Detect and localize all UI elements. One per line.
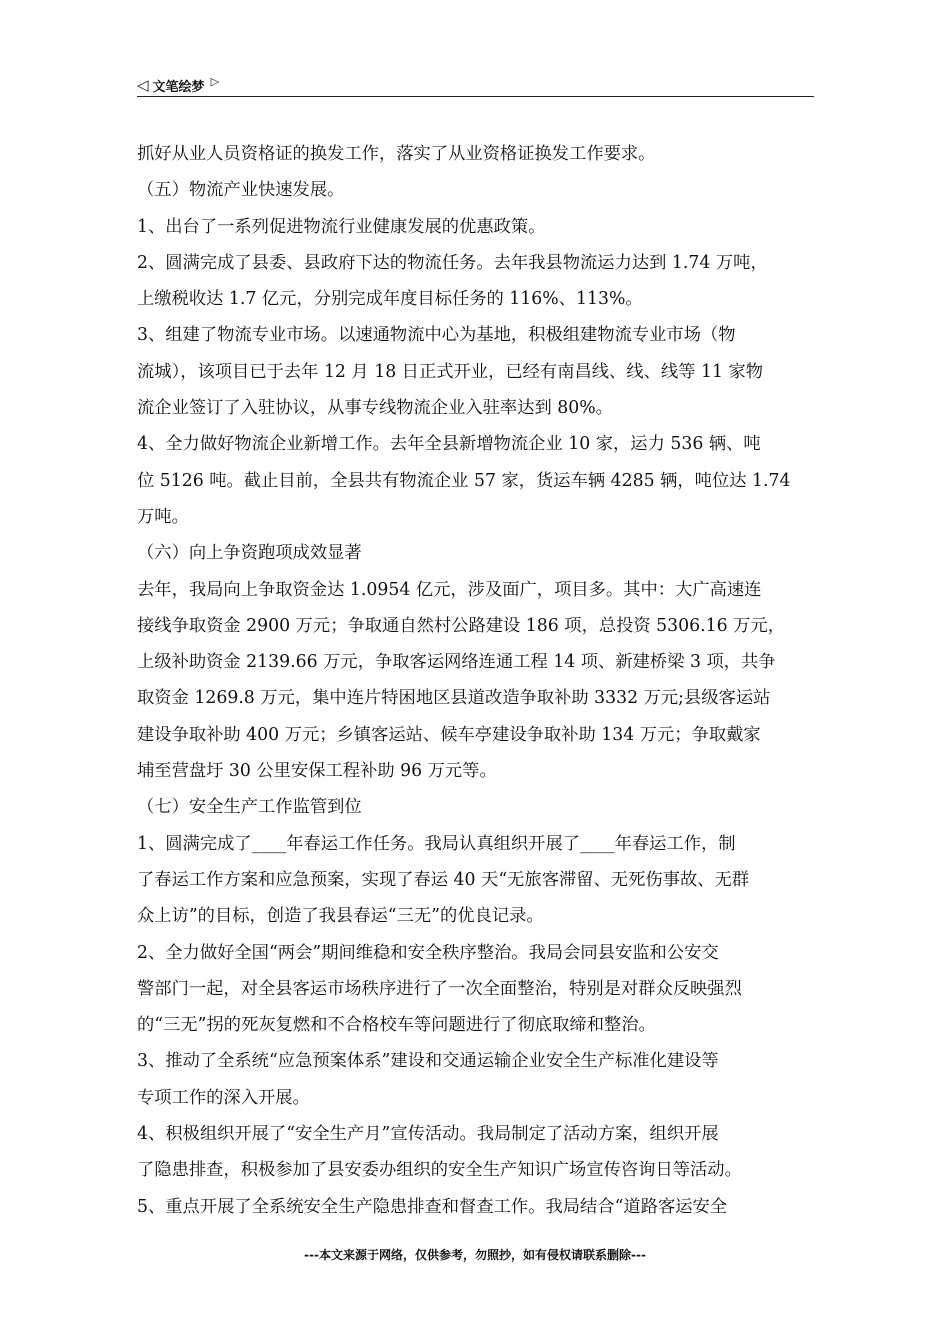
text-line: 1、圆满完成了____年春运工作任务。我局认真组织开展了____年春运工作，制 (137, 833, 736, 854)
text-line: 流城），该项目已于去年 12 月 18 日正式开业，已经有南昌线、线、线等 11 家物 (137, 361, 764, 382)
left-triangle-icon: ◁ (137, 76, 149, 94)
document-body (137, 136, 827, 1225)
section-heading-5: （五）物流产业快速发展。 (137, 180, 345, 201)
text-line: 专项工作的深入开展。 (137, 1087, 310, 1108)
text-line: 5、重点开展了全系统安全生产隐患排查和督查工作。我局结合“道路客运安全 (137, 1196, 728, 1217)
text-line: 众上访”的目标，创造了我县春运“三无”的优良记录。 (137, 906, 544, 927)
text-line: 了春运工作方案和应急预案，实现了春运 40 天“无旅客滞留、无死伤事故、无群 (137, 869, 750, 890)
right-triangle-icon: ▷ (210, 74, 220, 88)
text-line: 抓好从业人员资格证的换发工作，落实了从业资格证换发工作要求。 (137, 144, 656, 164)
text-line: 4、全力做好物流企业新增工作。去年全县新增物流企业 10 家，运力 536 辆、吨 (137, 434, 761, 455)
text-line: 警部门一起，对全县客运市场秩序进行了一次全面整治，特别是对群众反映强烈 (137, 978, 742, 999)
text-line: 取资金 1269.8 万元，集中连片特困地区县道改造争取补助 3332 万元;县级客运站 (137, 688, 771, 709)
text-line: 上级补助资金 2139.66 万元，争取客运网络连通工程 14 项、新建桥梁 3 项，共争 (137, 652, 776, 673)
text-line: 4、积极组织开展了“安全生产月”宣传活动。我局制定了活动方案，组织开展 (137, 1124, 719, 1145)
text-line: 3、推动了全系统“应急预案体系”建设和交通运输企业安全生产标准化建设等 (137, 1051, 719, 1072)
text-line: 上缴税收达 1.7 亿元，分别完成年度目标任务的 116%、113%。 (137, 289, 643, 310)
text-line: 1、出台了一系列促进物流行业健康发展的优惠政策。 (137, 216, 546, 237)
page-header (137, 74, 814, 97)
text-line: 3、组建了物流专业市场。以速通物流中心为基地，积极组建物流专业市场（物 (137, 325, 736, 346)
text-line: 流企业签订了入驻协议，从事专线物流企业入驻率达到 80%。 (137, 398, 613, 419)
text-line: 了隐患排查，积极参加了县安委办组织的安全生产知识广场宣传咨询日等活动。 (137, 1160, 742, 1181)
text-line: 建设争取补助 400 万元；乡镇客运站、候车亭建设争取补助 134 万元；争取戴家 (137, 724, 761, 745)
header-title: 文笔绘梦 (152, 79, 205, 95)
text-line: 2、圆满完成了县委、县政府下达的物流任务。去年我县物流运力达到 1.74 万吨， (137, 252, 768, 273)
text-line: 去年，我局向上争取资金达 1.0954 亿元，涉及面广，项目多。其中：大广高速连 (137, 579, 762, 600)
text-line: 位 5126 吨。截止目前，全县共有物流企业 57 家，货运车辆 4285 辆，吨位达 1.74 (137, 470, 791, 491)
section-heading-6: （六）向上争资跑项成效显著 (137, 543, 362, 564)
footer-notice: ---本文来源于网络，仅供参考，勿照抄，如有侵权请联系删除--- (304, 1248, 646, 1262)
section-heading-7: （七）安全生产工作监管到位 (137, 797, 362, 818)
text-line: 万吨。 (137, 506, 189, 527)
text-line: 2、全力做好全国“两会”期间维稳和安全秩序整治。我局会同县安监和公安交 (137, 942, 719, 963)
text-line: 的“三无”拐的死灰复燃和不合格校车等问题进行了彻底取缔和整治。 (137, 1015, 656, 1036)
text-line: 埔至营盘圩 30 公里安保工程补助 96 万元等。 (137, 761, 497, 782)
text-line: 接线争取资金 2900 万元；争取通自然村公路建设 186 项，总投资 5306.16 万元， (137, 615, 785, 636)
